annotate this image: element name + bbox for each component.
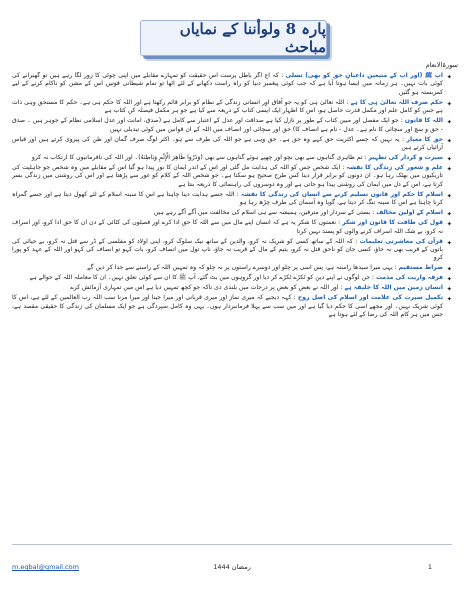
item-heading: قول کی طاقت کا قانون اور شکر — [342, 219, 443, 227]
item-heading: آپ ﷺ (اور آپ کے متبعین داعیانِ حق کو بھی) تسلی — [285, 72, 443, 79]
item-paragraph: علم و شعور کی زندگی کا نقشہ : ایک شخص جس کو اللہ کی ہدایت مل گئی اور اس کے اندر ایمان کا نور پیدا ہو گیا اس کے مقابلے میں وہ شخص جو جاہلیت کی تاریکیوں میں بھٹک رہا ہو۔ ان دونوں کو برابر قرار دینا کس طرح صحیح ہو سکتا ہے۔ جو شخص اللہ کے کلام کو غور سے پڑھتا ہے اور اس کی روشنی میں زندگی بسر کرتا ہے، اس کے دل میں ایمان کی روشنی پیدا ہو جاتی ہے اور وہ دوسروں کی راہنمائی کا ذریعہ بنتا ہے — [12, 164, 444, 188]
item-text: جو ایک مفصل اور مبین کتاب کے طور پر نازل کیا ہے صداقت اور عدل کے اعتبار سے کامل ہے (صدق، امانت اور عدل اسلامی نظام کے جوہر ہیں ۔ صدق - حق و سچ اور سچائی کا نام ہے۔ عدل - نام ہے انصاف کا) حق اور سچائی اور انصاف میں اللہ کے ان قوانین میں کوئی تبدیلی نہیں — [12, 117, 443, 133]
item-paragraph: اسلام کا حکم اور قانون تسلیم کرنے سے انسان کی زندگی کا نقشہ : اللہ جسے ہدایت دینا چاہتا ہے اس کا سینہ اسلام کے لئے کھول دیتا ہے اور جسے گمراہ کرنا چاہتا ہے اس کا سینہ تنگ کر دیتا ہے، گویا وہ آسمان کی طرف چڑھ رہا ہو — [12, 190, 443, 207]
item-paragraph: آپ ﷺ (اور آپ کے متبعین داعیانِ حق کو بھی) تسلی : کہ آج اگر باطل پرست اس حقیقت کو تمہارے مقابلے میں اپنی چوٹی کا زور لگا رہے ہیں تو گھبرانے کی کوئی بات نہیں۔ ہر زمانہ میں ایسا ہوتا آیا ہے کہ جب کوئی پیغمبر دنیا کو راہ راست دکھانے کے لئے اٹھا تو تمام شیطانی قوتیں اس کے مشن کو ناکام کرنے کے لیے کمربستہ ہو گئیں — [12, 72, 443, 96]
item-heading: انسان زمین میں اللہ کا خلیفہ ہے — [344, 284, 443, 292]
author-email[interactable]: m.eqbal@gmail.com — [12, 563, 79, 571]
item-paragraph: قول کی طاقت کا قانون اور شکر : نعمتوں کا شکر یہ ہے کہ انسان اپنے مال میں سے اللہ کا حق ادا کرے اور فصلوں کی کٹائی کے دن ان کا حق ادا کرو، اور اسراف نہ کرو، بے شک اللہ اسراف کرنے والوں کو پسند نہیں کرتا — [12, 219, 443, 235]
list-item — [12, 99, 452, 116]
bullet-icon: ✦ — [446, 220, 452, 229]
item-heading: اللہ کا قانون — [404, 117, 443, 125]
item-paragraph: تکمیل سیرت کی علامت اور اسلام کی اصل روح : کہہ دیجیے کہ میری نماز اور میری قربانی اور میرا جینا اور میرا مرنا سب اللہ رب العالمین کے لئے ہے، اس کا کوئی شریک نہیں۔ اور مجھے اسی کا حکم دیا گیا ہے اور میں سب سے پہلا فرمانبردار ہوں۔ یہی وہ کامل سپردگی ہے جو ایک مسلمان کی زندگی کا حقیقی مقصد ہے، جس میں ہر کام اللہ کی رضا کے لئے ہوتا ہے — [12, 294, 443, 319]
item-paragraph: اللہ کا قانون : جو ایک مفصل اور مبین کتاب کے طور پر نازل کیا ہے صداقت اور عدل کے اعتبار سے کامل ہے (صدق، امانت اور عدل اسلامی نظام کے جوہر ہیں ۔ صدق - حق و سچ اور سچائی کا نام ہے۔ عدل - نام ہے انصاف کا) حق اور سچائی اور انصاف میں اللہ کے ان قوانین میں کوئی تبدیلی نہیں — [12, 117, 443, 133]
item-text: یہی میرا سیدھا راستہ ہے، پس اسی پر چلو اور دوسرے راستوں پر نہ چلو کہ وہ تمہیں اللہ کے راستے سے جدا کر دیں گے — [87, 264, 393, 272]
bullet-icon: ✦ — [446, 99, 452, 108]
item-heading: فرقہ واریت کی مذمت — [375, 274, 443, 282]
bullet-icon: ✦ — [446, 210, 452, 219]
list-item — [12, 72, 452, 97]
list-item — [12, 284, 452, 292]
item-heading: علم و شعور کی زندگی کا نقشہ — [346, 164, 444, 172]
bullet-icon: ✦ — [446, 265, 452, 274]
footer — [12, 563, 452, 577]
bullet-icon: ✦ — [446, 295, 452, 304]
item-paragraph: انسان زمین میں اللہ کا خلیفہ ہے : اور اللہ نے بعض کو بعض پر درجات میں بلندی دی تاکہ جو کچھ تمہیں دیا ہے اس میں تمہاری آزمائش کرے — [70, 284, 443, 292]
item-paragraph: حق کا معیار : یہ نہیں کہ جسے اکثریت حق کہے وہ حق ہے۔ حق وہی ہے جو اللہ کی طرف سے ہو۔ اکثر لوگ صرف گمان اور ظن کی پیروی کرتے ہیں اور قیاس آرائیاں کرتے ہیں — [12, 135, 443, 152]
list-item — [12, 264, 452, 272]
item-text: نعمتوں کا شکر یہ ہے کہ انسان اپنے مال میں سے اللہ کا حق ادا کرے اور فصلوں کی کٹائی کے دن ان کا حق ادا کرو، اور اسراف نہ کرو، بے شک اللہ اسراف کرنے والوں کو پسند نہیں کرتا — [12, 219, 443, 235]
list-item — [12, 294, 452, 319]
list-item — [12, 209, 452, 217]
bullet-icon: ✦ — [446, 136, 452, 145]
item-text: اللہ تعالیٰ ہی کو یہ جو آفاق اور انسانی زندگی کے نظام کو برابر قائم رکھتا ہے اور اللہ کا حکم ہی ہے۔ حکم کا مستحق وہی ذات ہے جس کو کامل علم اور مکمل قدرت حاصل ہو، اس کا اظہار ایک ایسی کتاب کے ذریعہ سے کیا ہے جو ہر مکمل فیصلہ کن کتاب ہے — [12, 98, 443, 115]
bullet-icon: ✦ — [446, 285, 452, 294]
item-paragraph: حکم صرف اللہ تعالیٰ ہی کا ہے : اللہ تعالیٰ ہی کو یہ جو آفاق اور انسانی زندگی کے نظام کو برابر قائم رکھتا ہے اور اللہ کا حکم ہی ہے۔ حکم کا مستحق وہی ذات ہے جس کو کامل علم اور مکمل قدرت حاصل ہو، اس کا اظہار ایک ایسی کتاب کے ذریعہ سے کیا ہے جو ہر مکمل فیصلہ کن کتاب ہے — [12, 98, 443, 115]
item-text: کہہ دیجیے کہ میری نماز اور میری قربانی اور میرا جینا اور میرا مرنا سب اللہ رب العالمین کے لئے ہے، اس کا کوئی شریک نہیں۔ اور مجھے اسی کا حکم دیا گیا ہے اور میں سب سے پہلا فرمانبردار ہوں۔ یہی وہ کامل سپردگی ہے جو ایک مسلمان کی زندگی کا حقیقی مقصد ہے، جس میں ہر کام اللہ کی رضا کے لئے ہوتا ہے — [12, 294, 443, 319]
surah-label: سورۃالانعام — [425, 61, 458, 69]
item-text: اللہ جسے ہدایت دینا چاہتا ہے اس کا سینہ اسلام کے لئے کھول دیتا ہے اور جسے گمراہ کرنا چاہتا ہے اس کا سینہ تنگ کر دیتا ہے، گویا وہ آسمان کی طرف چڑھ رہا ہو — [12, 190, 443, 207]
list-item — [12, 274, 452, 282]
item-paragraph: صراط مستقیم : یہی میرا سیدھا راستہ ہے، پس اسی پر چلو اور دوسرے راستوں پر نہ چلو کہ وہ تمہیں اللہ کے راستے سے جدا کر دیں گے — [87, 264, 443, 272]
bullet-icon: ✦ — [446, 165, 452, 174]
footer-date: رمضان 1444 — [213, 563, 251, 571]
page-title: پارہ 8 ولوأننا کے نمایاں مباحث — [179, 20, 326, 56]
bullet-icon: ✦ — [446, 238, 452, 247]
item-heading: صراط مستقیم — [398, 264, 443, 272]
item-text: اور اللہ نے بعض کو بعض پر درجات میں بلندی دی تاکہ جو کچھ تمہیں دیا ہے اس میں تمہاری آزمائش کرے — [70, 284, 339, 292]
item-text: کہ اللہ کے ساتھ کسی کو شریک نہ کرو، والدین کے ساتھ نیک سلوک کرو، اپنی اولاد کو مفلسی کے ڈر سے قتل نہ کرو، بے حیائی کی باتوں کے قریب بھی نہ جاؤ، کسی جان کو ناحق قتل نہ کرو، یتیم کے مال کے قریب نہ جاؤ، ناپ تول میں انصاف کرو، بات کہو تو انصاف کی کہو اور اللہ کے عہد کو پورا کرو — [12, 237, 443, 262]
item-paragraph: قرآن کی معاشرتی تعلیمات : کہ اللہ کے ساتھ کسی کو شریک نہ کرو، والدین کے ساتھ نیک سلوک کرو، اپنی اولاد کو مفلسی کے ڈر سے قتل نہ کرو، بے حیائی کی باتوں کے قریب بھی نہ جاؤ، کسی جان کو ناحق قتل نہ کرو، یتیم کے مال کے قریب نہ جاؤ، ناپ تول میں انصاف کرو، بات کہو تو انصاف کی کہو اور اللہ کے عہد کو پورا کرو — [12, 237, 443, 262]
list-item — [12, 154, 452, 162]
item-text: بستی کے سردار اور مترفین، ہمیشہ سے ہی اسلام کی مخالفت میں آگے آگے رہے ہیں — [153, 209, 371, 217]
bullet-icon: ✦ — [446, 191, 452, 200]
item-heading: اسلام کے اولین مخالف — [376, 209, 443, 217]
title-box — [140, 20, 327, 56]
item-heading: اسلام کا حکم اور قانون تسلیم کرنے سے انسان کی زندگی کا نقشہ — [241, 190, 443, 198]
bullet-icon: ✦ — [446, 73, 452, 81]
item-paragraph: اسلام کے اولین مخالف : بستی کے سردار اور مترفین، ہمیشہ سے ہی اسلام کی مخالفت میں آگے آگے رہے ہیں — [153, 209, 443, 217]
item-paragraph: سیرت و کردار کی تطہیر : تم ظاہری گناہوں سے بھی بچو اور چھپے ہوئے گناہوں سے بھی (وَذَرُوا ظَاهِرَ الْإِثْمِ وَبَاطِنَهُ)۔ اور اللہ کی نافرمانیوں کا ارتکاب نہ کرو — [31, 154, 443, 162]
item-heading: حق کا معیار — [406, 135, 443, 143]
item-paragraph: فرقہ واریت کی مذمت : جن لوگوں نے اپنے دین کو ٹکڑے ٹکڑے کر دیا اور گروہوں میں بٹ گئے، آپ ﷺ کا ان سے کوئی تعلق نہیں۔ ان کا معاملہ اللہ کے حوالے ہے — [29, 274, 443, 282]
list-item — [12, 219, 452, 236]
item-text: کہ آج اگر باطل پرست اس حقیقت کو تمہارے مقابلے میں اپنی چوٹی کا زور لگا رہے ہیں تو گھبرانے کی کوئی بات نہیں۔ ہر زمانہ میں ایسا ہوتا آیا ہے کہ جب کوئی پیغمبر دنیا کو راہ راست دکھانے کے لئے اٹھا تو تمام شیطانی قوتیں اس کے مشن کو ناکام کرنے کے لیے کمربستہ ہو گئیں — [12, 72, 443, 96]
item-heading: سیرت و کردار کی تطہیر — [368, 154, 443, 162]
list-item — [12, 136, 452, 153]
item-heading: قرآن کی معاشرتی تعلیمات — [359, 237, 443, 245]
item-text: یہ نہیں کہ جسے اکثریت حق کہے وہ حق ہے۔ حق وہی ہے جو اللہ کی طرف سے ہو۔ اکثر لوگ صرف گمان اور ظن کی پیروی کرتے ہیں اور قیاس آرائیاں کرتے ہیں — [12, 135, 443, 152]
list-item — [12, 238, 452, 263]
list-item — [12, 117, 452, 134]
footer-divider — [12, 544, 452, 545]
bullet-icon: ✦ — [446, 155, 452, 164]
content-list — [12, 72, 452, 540]
item-text: جن لوگوں نے اپنے دین کو ٹکڑے ٹکڑے کر دیا اور گروہوں میں بٹ گئے، آپ ﷺ کا ان سے کوئی تعلق نہیں۔ ان کا معاملہ اللہ کے حوالے ہے — [29, 274, 370, 282]
list-item — [12, 191, 452, 208]
bullet-icon: ✦ — [446, 118, 452, 127]
item-text: تم ظاہری گناہوں سے بھی بچو اور چھپے ہوئے گناہوں سے بھی (وَذَرُوا ظَاهِرَ الْإِثْمِ وَبَاطِنَهُ)۔ اور اللہ کی نافرمانیوں کا ارتکاب نہ کرو — [31, 154, 363, 162]
bullet-icon: ✦ — [446, 275, 452, 284]
item-text: ایک شخص جس کو اللہ کی ہدایت مل گئی اور اس کے اندر ایمان کا نور پیدا ہو گیا اس کے مقابلے میں وہ شخص جو جاہلیت کی تاریکیوں میں بھٹک رہا ہو۔ ان دونوں کو برابر قرار دینا کس طرح صحیح ہو سکتا ہے۔ جو شخص اللہ کے کلام کو غور سے پڑھتا ہے اور اس کی روشنی میں زندگی بسر کرتا ہے، اس کے دل میں ایمان کی روشنی پیدا ہو جاتی ہے اور وہ دوسروں کی راہنمائی کا ذریعہ بنتا ہے — [12, 164, 443, 188]
item-heading: تکمیل سیرت کی علامت اور اسلام کی اصل روح — [297, 294, 443, 302]
page-number: 1 — [427, 563, 432, 571]
list-item — [12, 164, 452, 189]
item-heading: حکم صرف اللہ تعالیٰ ہی کا ہے — [350, 98, 443, 106]
